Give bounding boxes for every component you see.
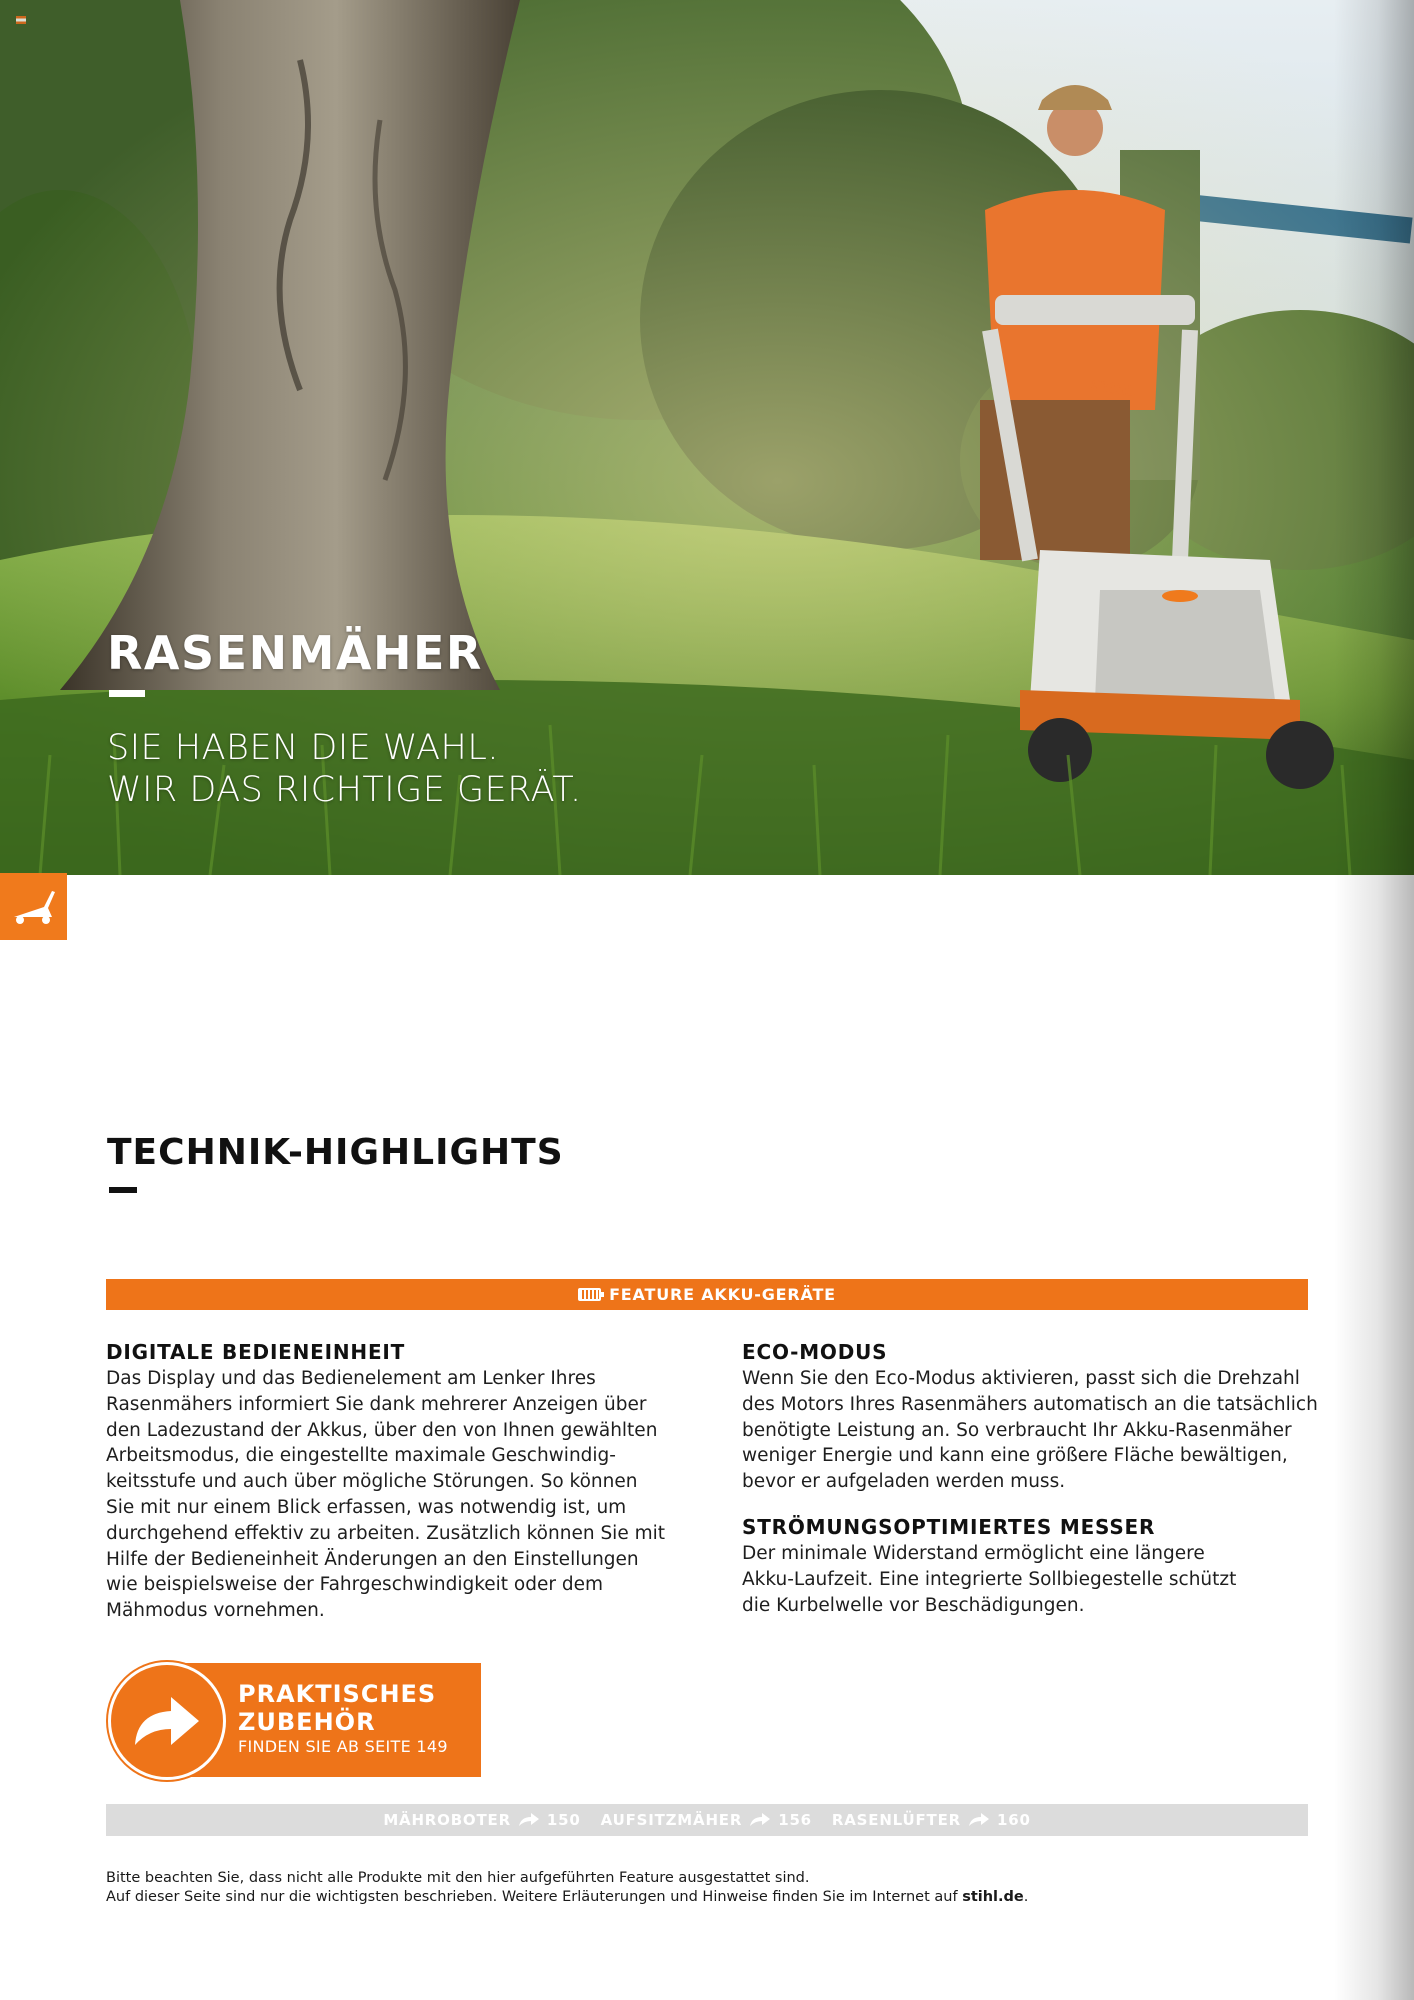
nav-link-page: 160 — [996, 1811, 1031, 1829]
nav-link-label: MÄHROBOTER — [383, 1811, 511, 1829]
nav-link-rasenluefter[interactable] — [832, 1811, 1031, 1829]
feature-text: Der minimale Widerstand ermöglicht eine längere Akku-Laufzeit. Eine integrierte Sollbiegestelle schützt die Kurbelwelle vor Beschädigungen. — [742, 1543, 1237, 1616]
arrow-right-icon — [749, 1813, 771, 1827]
hero-subtitle-line-1: SIE HABEN DIE WAHL. — [107, 728, 499, 768]
footnote-line-2-text: Auf dieser Seite sind nur die wichtigsten beschrieben. Weitere Erläuterungen und Hinweise finden Sie im Internet auf — [106, 1889, 963, 1905]
cta-title: PRAKTISCHES ZUBEHÖR — [238, 1680, 437, 1736]
cta-circle — [108, 1662, 226, 1780]
battery-icon — [578, 1288, 601, 1301]
nav-link-maehroboter[interactable] — [383, 1811, 580, 1829]
nav-link-aufsitzmaeher[interactable] — [601, 1811, 812, 1829]
feature-text: Wenn Sie den Eco-Modus aktivieren, passt sich die Drehzahl des Motors Ihres Rasenmähers automatisch an die tatsächlich benötigte Leistung an. So verbraucht Ihr Akku-Rasenmäher weniger Energie und kann eine größere Fläche bewältigen, bevor er aufgeladen werden muss. — [742, 1368, 1318, 1493]
feature-stroemungsoptimiertes-messer — [742, 1515, 1322, 1618]
nav-link-page: 150 — [546, 1811, 581, 1829]
feature-title: STRÖMUNGSOPTIMIERTES MESSER — [742, 1515, 1156, 1539]
hero-title: RASENMÄHER — [107, 626, 483, 680]
feature-text: Das Display und das Bedienelement am Lenker Ihres Rasenmähers informiert Sie dank mehrerer Anzeigen über den Ladezustand der Akkus, über den von Ihnen gewählten Arbeitsmodus, die eingestellte maximale Geschwindig- keitsstufe und auch über mögliche Störungen. So können Sie mit nur einem Blick erfassen, was notwendig ist, um durchgehend effektiv zu arbeiten. Zusätzlich können Sie mit Hilfe der Bedieneinheit Änderungen an den Einstellungen wie beispielsweise der Fahrgeschwindigkeit oder dem Mähmodus vornehmen. — [106, 1368, 666, 1622]
hero-image — [0, 0, 1414, 875]
accessories-cta[interactable] — [106, 1662, 481, 1778]
related-categories-bar — [106, 1804, 1308, 1836]
cta-subtitle: FINDEN SIE AB SEITE 149 — [238, 1737, 448, 1756]
footnote — [106, 1869, 1028, 1907]
feature-title: DIGITALE BEDIENEINHEIT — [106, 1340, 406, 1364]
feature-eco-modus — [742, 1340, 1322, 1495]
website-link[interactable]: stihl.de — [962, 1889, 1024, 1905]
hero-title-underline — [109, 690, 145, 697]
arrow-right-icon — [968, 1813, 990, 1827]
footnote-line-2 — [106, 1888, 1028, 1907]
lawn-mower-icon — [0, 873, 67, 940]
section-title: TECHNIK-HIGHLIGHTS — [107, 1132, 564, 1173]
footnote-line-1: Bitte beachten Sie, dass nicht alle Produkte mit den hier aufgeführten Feature ausgestattet sind. — [106, 1870, 810, 1886]
feature-digitale-bedieneinheit — [106, 1340, 686, 1624]
arrow-right-icon — [129, 1687, 205, 1757]
hero-subtitle — [107, 727, 582, 811]
section-title-underline — [109, 1187, 137, 1193]
feature-bar-label: FEATURE AKKU-GERÄTE — [609, 1285, 836, 1304]
nav-link-label: RASENLÜFTER — [831, 1811, 961, 1829]
arrow-right-icon — [518, 1813, 540, 1827]
mower-brand-label: STIHL — [1089, 378, 1137, 401]
feature-title: ECO-MODUS — [742, 1340, 888, 1364]
nav-link-page: 156 — [778, 1811, 812, 1829]
category-tab[interactable] — [0, 873, 67, 940]
hero-subtitle-line-2: WIR DAS RICHTIGE GERÄT. — [107, 770, 582, 810]
footnote-line-2-end: . — [1023, 1889, 1029, 1905]
nav-link-label: AUFSITZMÄHER — [600, 1811, 743, 1829]
feature-bar — [106, 1279, 1308, 1310]
language-flag-icon — [16, 16, 26, 24]
